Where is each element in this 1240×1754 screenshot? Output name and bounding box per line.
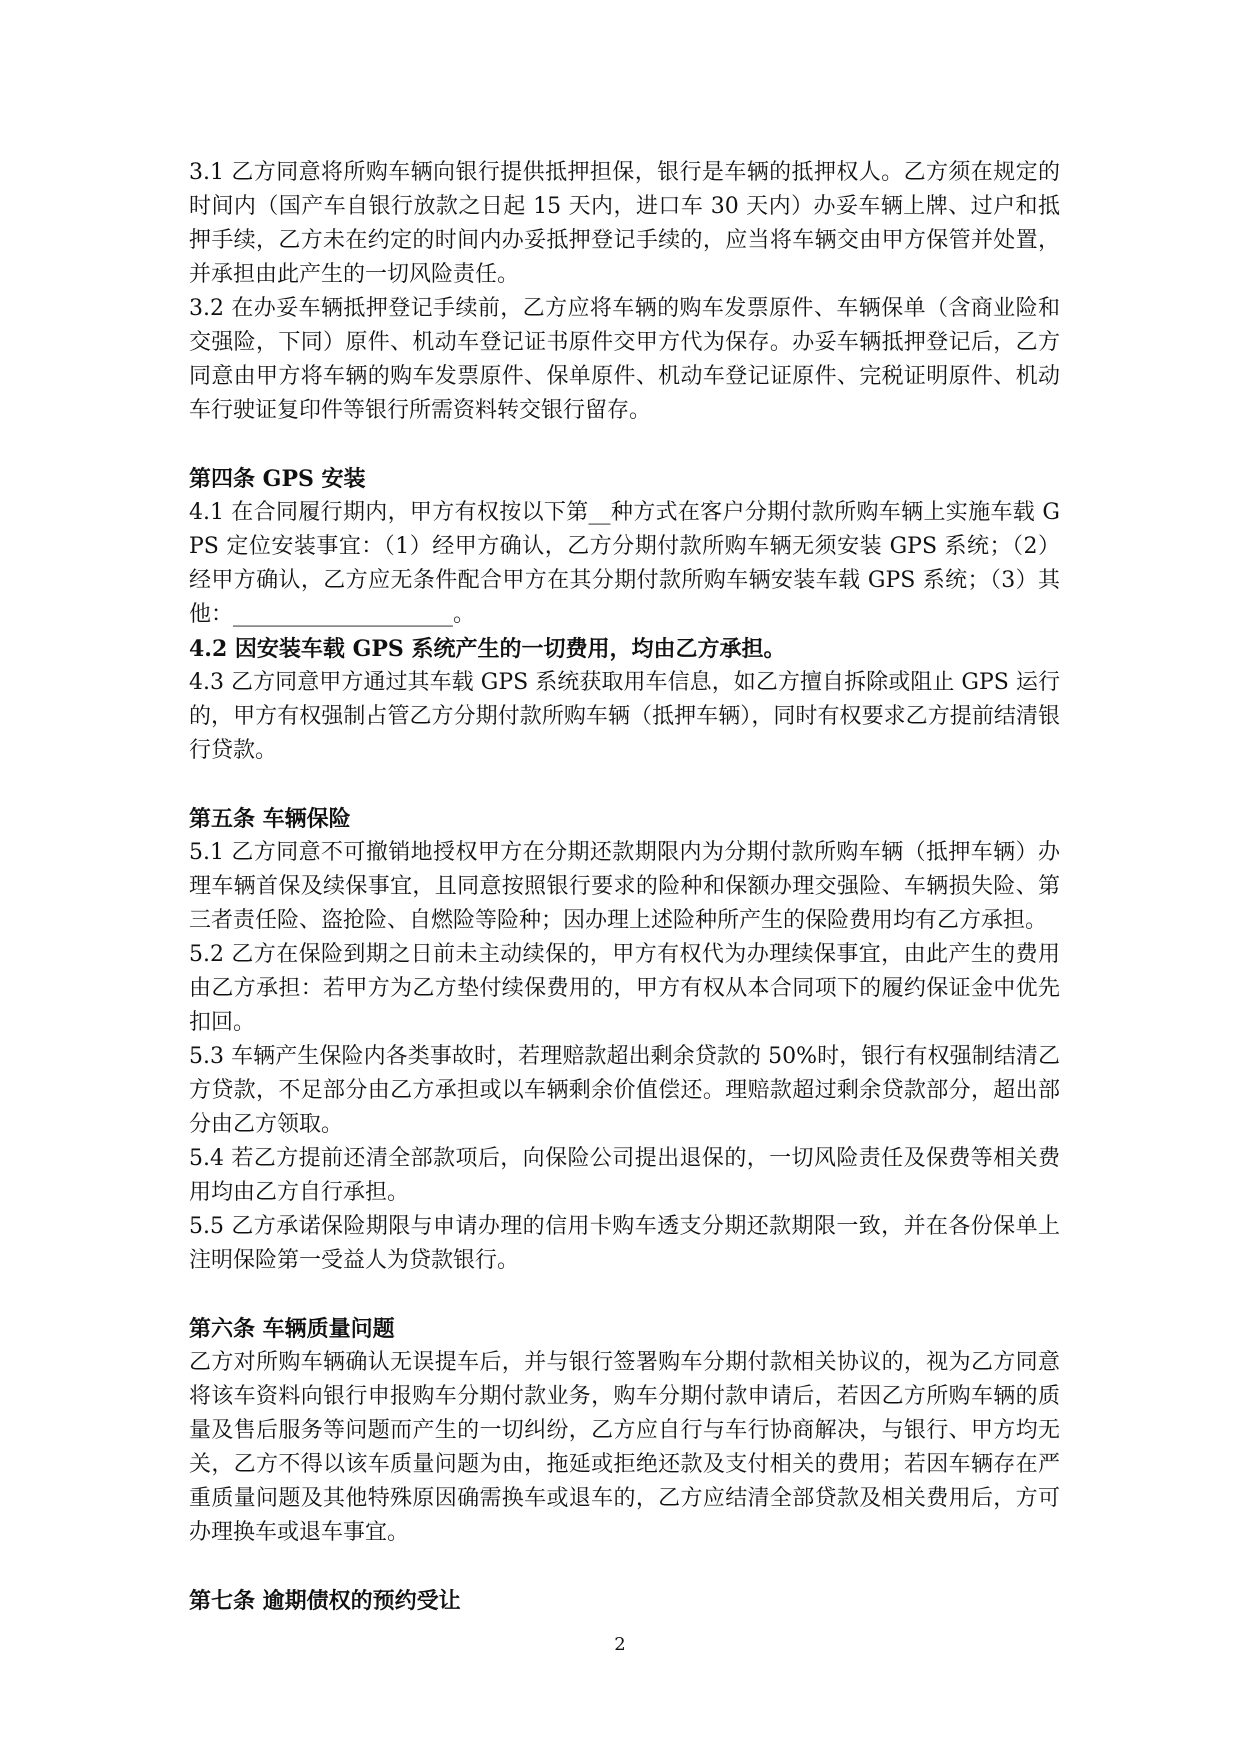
section-5-heading: 第五条 车辆保险	[189, 806, 351, 832]
clause-3-2: 3.2 在办妥车辆抵押登记手续前，乙方应将车辆的购车发票原件、车辆保单（含商业险和交强险，下同）原件、机动车登记证书原件交甲方代为保存。办妥车辆抵押登记后，乙方同意由甲方将车辆的购车发票原件、保单原件、机动车登记证原件、完税证明原件、机动车行驶证复印件等银行所需资料转交银行留存。	[189, 296, 1060, 423]
clause-4-2: 4.2 因安装车载 GPS 系统产生的一切费用，均由乙方承担。	[189, 636, 786, 662]
document-page	[189, 156, 1060, 1618]
section-6-heading: 第六条 车辆质量问题	[189, 1316, 395, 1342]
clause-5-3: 5.3 车辆产生保险内各类事故时，若理赔款超出剩余贷款的 50%时，银行有权强制结清乙方贷款，不足部分由乙方承担或以车辆剩余价值偿还。理赔款超过剩余贷款部分，超出部分由乙方领取。	[189, 1044, 1060, 1137]
clause-5-5: 5.5 乙方承诺保险期限与申请办理的信用卡购车透支分期还款期限一致，并在各份保单上注明保险第一受益人为贷款银行。	[189, 1214, 1060, 1273]
clause-6: 乙方对所购车辆确认无误提车后，并与银行签署购车分期付款相关协议的，视为乙方同意将该车资料向银行申报购车分期付款业务，购车分期付款申请后，若因乙方所购车辆的质量及售后服务等问题而产生的一切纠纷，乙方应自行与车行协商解决，与银行、甲方均无关，乙方不得以该车质量问题为由，拖延或拒绝还款及支付相关的费用；若因车辆存在严重质量问题及其他特殊原因确需换车或退车的，乙方应结清全部贷款及相关费用后，方可办理换车或退车事宜。	[189, 1350, 1060, 1545]
spacer	[189, 1278, 1060, 1312]
spacer	[189, 428, 1060, 462]
clause-4-1: 4.1 在合同履行期内，甲方有权按以下第__种方式在客户分期付款所购车辆上实施车载 GPS 定位安装事宜：（1）经甲方确认，乙方分期付款所购车辆无须安装 GPS 系统；（2）经甲方确认，乙方应无条件配合甲方在其分期付款所购车辆安装车载 GPS 系统；（3）其他：____________________。	[189, 500, 1060, 627]
clause-4-3: 4.3 乙方同意甲方通过其车载 GPS 系统获取用车信息，如乙方擅自拆除或阻止 GPS 运行的，甲方有权强制占管乙方分期付款所购车辆（抵押车辆），同时有权要求乙方提前结清银行贷款。	[189, 670, 1060, 763]
spacer	[189, 1550, 1060, 1584]
clause-5-1: 5.1 乙方同意不可撤销地授权甲方在分期还款期限内为分期付款所购车辆（抵押车辆）办理车辆首保及续保事宜，且同意按照银行要求的险种和保额办理交强险、车辆损失险、第三者责任险、盗抢险、自燃险等险种；因办理上述险种所产生的保险费用均有乙方承担。	[189, 840, 1060, 933]
clause-5-4: 5.4 若乙方提前还清全部款项后，向保险公司提出退保的，一切风险责任及保费等相关费用均由乙方自行承担。	[189, 1146, 1060, 1205]
section-7-heading: 第七条 逾期债权的预约受让	[189, 1588, 461, 1614]
page-number: 2	[614, 1634, 626, 1655]
clause-5-2: 5.2 乙方在保险到期之日前未主动续保的，甲方有权代为办理续保事宜，由此产生的费用由乙方承担：若甲方为乙方垫付续保费用的，甲方有权从本合同项下的履约保证金中优先扣回。	[189, 942, 1060, 1035]
clause-3-1: 3.1 乙方同意将所购车辆向银行提供抵押担保，银行是车辆的抵押权人。乙方须在规定的时间内（国产车自银行放款之日起 15 天内，进口车 30 天内）办妥车辆上牌、过户和抵押手续，乙方未在约定的时间内办妥抵押登记手续的，应当将车辆交由甲方保管并处置，并承担由此产生的一切风险责任。	[189, 160, 1060, 287]
spacer	[189, 768, 1060, 802]
section-4-heading: 第四条 GPS 安装	[189, 466, 366, 492]
